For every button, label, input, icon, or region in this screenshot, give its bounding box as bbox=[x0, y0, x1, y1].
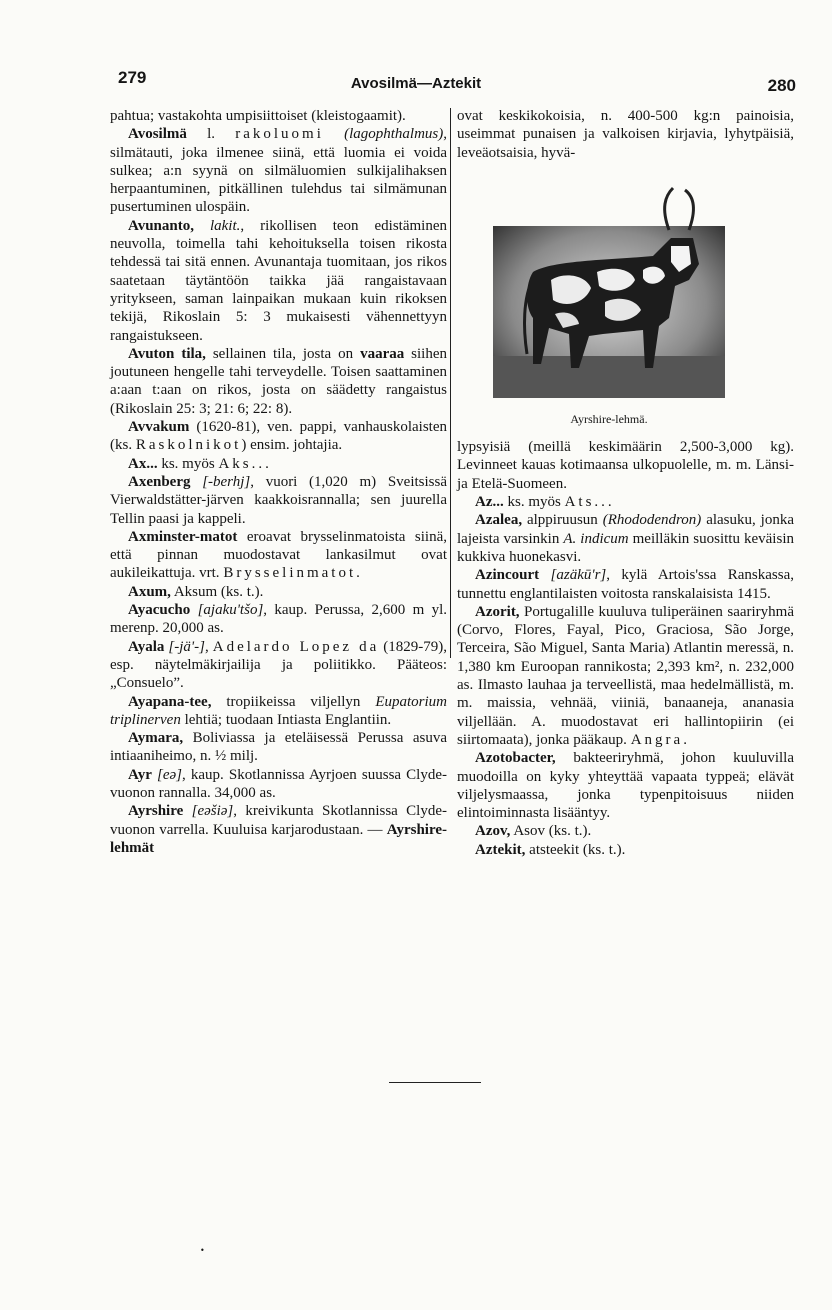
entry-ayrshire: Ayrshire [eəšiə], kreivikunta Skotlannissa Clyde-vuonon varrella. Kuuluisa karjarodustaan. — Ayrshire-lehmät bbox=[110, 803, 448, 856]
entry-avosilma: Avosilmä l. rakoluomi (lagophthalmus), silmätauti, joka ilmenee siinä, että luomia ei voida sulkea; a:n syynä on silmäluomien sulkijalihaksen herpaantuminen, pitkällinen tulehdus tai silmämunan pusertuminen ulospäin. bbox=[110, 126, 447, 216]
entry-ayr: Ayr [eə], kaup. Skotlannissa Ayrjoen suussa Clyde-vuonon rannalla. 34,000 as. bbox=[110, 766, 447, 801]
page-number-right: 280 bbox=[767, 76, 796, 95]
entry-azalea: Azalea, alppiruusun (Rhododendron) alasuku, jonka lajeista varsinkin A. indicum meilläkin suosittu keväisin kukkiva huonekasvi. bbox=[457, 512, 794, 565]
entry-axminster-matot: Axminster-matot eroavat brysselinmatoista siinä, että pinnan muodostavat lankasilmut ovat aukileikattuja. vrt. Brysselinmatot. bbox=[110, 528, 447, 582]
entry-avvakum: Avvakum (1620-81), ven. pappi, vanhauskolaisten (ks. Raskolnikot) ensim. johtajia. bbox=[110, 419, 447, 454]
entry-ayrshire-continuation-2: lypsyisiä (meillä keskimäärin 2,500-3,000 kg). Levinneet kauas kotimaansa ulkopuolelle, m. m. Länsi- ja Etelä-Suomeen. bbox=[457, 439, 794, 492]
entry-aztekit: Aztekit, atsteekit (ks. t.). bbox=[475, 841, 626, 858]
entry-azorit: Azorit, Portugalille kuuluva tuliperäinen saariryhmä (Corvo, Flores, Fayal, Pico, Graciosa, São Jorge, Terceira, São Miguel, Santa Maria) Atlantin meressä, n. 1,380 km Euroopan rannikosta; 2,393 km², n. 232,000 as. Ilmasto lauhaa ja terveellistä, maa hedelmällistä, m. m. maissia, vehnää, viiniä, banaaneja, ananasia viljellään. A. muodostavat eri hallintopiirin (ei siirtomaata), jonka pääkaup. Angra. bbox=[457, 603, 794, 748]
figure-caption: Ayrshire-lehmä. bbox=[570, 411, 648, 426]
entry-ax: Ax... ks. myös Aks... bbox=[128, 455, 272, 472]
end-rule bbox=[389, 1082, 481, 1083]
left-column bbox=[110, 107, 447, 857]
running-title: Avosilmä—Aztekit bbox=[350, 75, 482, 92]
entry-azotobacter: Azotobacter, bakteeriryhmä, johon kuuluvilla muodoilla on kyky yhteyttää vapaata typpeä; elävät viljelysmaassa, jonka typenpitoisuus niiden elintoiminnasta lisääntyy. bbox=[457, 750, 794, 822]
entry-ayala: Ayala [-jä'-], Adelardo Lopez da (1829-79), esp. näytelmäkirjailija ja poliitikko. Pääteos: „Consuelo”. bbox=[110, 638, 447, 692]
entry-azov: Azov, Asov (ks. t.). bbox=[475, 823, 592, 840]
dot-icon: • bbox=[200, 1246, 205, 1255]
entry-axum: Axum, Aksum (ks. t.). bbox=[128, 583, 264, 600]
entry-ayacucho: Ayacucho [ajaku'tšo], kaup. Perussa, 2,600 m yl. merenp. 20,000 as. bbox=[110, 602, 447, 637]
entry-avunanto: Avunanto, lakit., rikollisen teon edistäminen neuvolla, toimella tahi kehoituksella toisen rikosta tehdessä tai sitä ennen. Avunantaja tuomitaan, jos rikos saatetaan täytäntöön taikka jää rangaistavaan yritykseen, saman lainpaikan mukaan kuin rikoksen tekijä, Rikoslain 5: 3 mukaisesti vähennettyyn rangaistukseen. bbox=[110, 217, 447, 344]
cow-photo-icon bbox=[493, 168, 725, 398]
entry-azincourt: Azincourt [azäkū'r], kylä Artois'ssa Ranskassa, tunnettu englantilaisten voitosta ranskalaisista 1415. bbox=[457, 567, 794, 602]
entry-az: Az... ks. myös Ats... bbox=[475, 494, 615, 511]
entry-ayapana-tee: Ayapana-tee, tropiikeissa viljellyn Eupatorium triplinerven lehtiä; tuodaan Intiasta Englantiin. bbox=[110, 693, 447, 728]
entry-axenberg: Axenberg [-berhj], vuori (1,020 m) Sveitsissä Vierwaldstätter-järven kaakkoisrannalla; sen juurella Tellin paasi ja kappeli. bbox=[110, 473, 447, 527]
entry-continuation: pahtua; vastakohta umpisiittoiset (kleistogaamit). bbox=[110, 108, 406, 124]
entry-avuton-tila: Avuton tila, sellainen tila, josta on vaaraa siihen joutuneen hengelle tahi terveydelle. Toisen saattaminen a:aan t:aan on rikos, josta on säädetty rangaistus (Rikoslain 25: 3; 21: 6; 22: 8). bbox=[110, 345, 447, 417]
cow-figure bbox=[493, 168, 725, 428]
page-number-left: 279 bbox=[118, 68, 147, 87]
entry-ayrshire-continuation: ovat keskikokoisia, n. 400-500 kg:n painoisia, useimmat punaisen ja valkoisen kirjavia, lyhytpäisiä, leveäotsaisia, hyvä- bbox=[457, 108, 794, 161]
column-divider bbox=[450, 108, 451, 658]
right-column bbox=[457, 107, 794, 859]
entry-aymara: Aymara, Boliviassa ja eteläisessä Perussa asuva intiaaniheimo, n. ½ milj. bbox=[110, 730, 447, 765]
